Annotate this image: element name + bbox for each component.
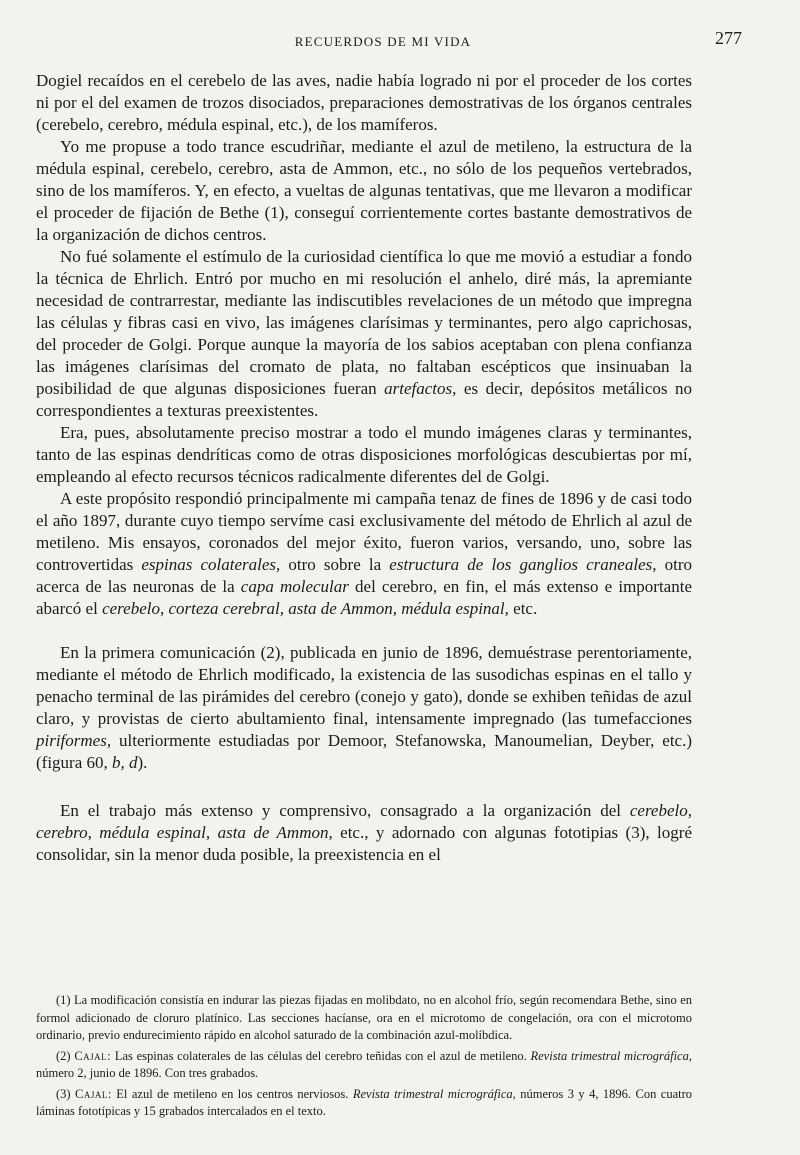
running-title: RECUERDOS DE MI VIDA: [294, 34, 472, 49]
body-text: [36, 70, 692, 866]
paragraph: No fué solamente el estímulo de la curiosidad científica lo que me movió a estudiar a fondo la técnica de Ehrlich. Entró por mucho en mi resolución el anhelo, diré más, la apremiante necesidad de contrarrestar, mediante las indiscutibles revelaciones de un método que impregna las células y fibras casi en vivo, las imágenes clarísimas y terminantes, pero algo caprichosas, del proceder de Golgi. Porque aunque la mayoría de los sabios aceptaban con plena confianza las imágenes clarísimas del cromato de plata, no faltaban escépticos que insinuaban la posibilidad de que algunas disposiciones fueran artefactos, es decir, depósitos metálicos no correspondientes a texturas preexistentes.: [36, 247, 692, 420]
paragraph: En el trabajo más extenso y comprensivo, consagrado a la organización del cerebelo, cerebro, médula espinal, asta de Ammon, etc., y adornado con algunas fototipias (3), logré consolidar, sin la menor duda posible, la preexistencia en el: [36, 801, 692, 864]
paragraph: Dogiel recaídos en el cerebelo de las aves, nadie había logrado ni por el proceder de los cortes ni por el del examen de trozos disociados, preparaciones demostrativas de los órganos centrales (cerebelo, cerebro, médula espinal, etc.), de los mamíferos.: [36, 71, 692, 134]
page-number: 277: [715, 28, 742, 48]
paragraph: En la primera comunicación (2), publicada en junio de 1896, demuéstrase perentoriamente, mediante el método de Ehrlich modificado, la existencia de las susodichas espinas en el tallo y penacho terminal de las pirámides del cerebro (conejo y gato), donde se exhiben teñidas de azul claro, y provistas de cierto abultamiento final, intensamente impregnado (las tumefacciones piriformes, ulteriormente estudiadas por Demoor, Stefanowska, Manoumelian, Deyber, etc.) (figura 60, b, d).: [36, 643, 692, 772]
paragraph: Era, pues, absolutamente preciso mostrar a todo el mundo imágenes claras y terminantes, tanto de las espinas dendríticas como de otras disposiciones morfológicas descubiertas por mí, empleando al efecto recursos técnicos radicalmente diferentes del de Golgi.: [36, 423, 692, 486]
paragraph: A este propósito respondió principalmente mi campaña tenaz de fines de 1896 y de casi todo el año 1897, durante cuyo tiempo servíme casi exclusivamente del método de Ehrlich al azul de metileno. Mis ensayos, coronados del mejor éxito, fueron varios, versando, uno, sobre las controvertidas espinas colaterales, otro sobre la estructura de los ganglios craneales, otro acerca de las neuronas de la capa molecular del cerebro, en fin, el más extenso e importante abarcó el cerebelo, corteza cerebral, asta de Ammon, médula espinal, etc.: [36, 489, 692, 618]
footnotes: [36, 992, 692, 1124]
footnote: (3) Cajal: El azul de metileno en los centros nerviosos. Revista trimestral micrográfica, números 3 y 4, 1896. Con cuatro láminas fototípicas y 15 grabados intercalados en el texto.: [36, 1086, 693, 1118]
footnote: (1) La modificación consistía en indurar las piezas fijadas en molibdato, no en alcohol frío, según recomendara Bethe, sino en formol adicionado de cloruro platínico. Las secciones hacíanse, ora en el microtomo de congelación, ora con el microtomo ordinario, previo endurecimiento rápido en alcohol saturado de la combinación azul-molíbdica.: [36, 993, 692, 1042]
paragraph: Yo me propuse a todo trance escudriñar, mediante el azul de metileno, la estructura de la médula espinal, cerebelo, cerebro, asta de Ammon, etc., no sólo de los pequeños vertebrados, sino de los mamíferos. Y, en efecto, a vueltas de algunas tentativas, que me llevaron a modificar el proceder de fijación de Bethe (1), conseguí corrientemente cortes bastante demostrativos de la organización de dichos centros.: [36, 137, 692, 244]
running-head: [36, 28, 742, 52]
footnote: (2) Cajal: Las espinas colaterales de las células del cerebro teñidas con el azul de metileno. Revista trimestral micrográfica, número 2, junio de 1896. Con tres grabados.: [36, 1048, 692, 1080]
